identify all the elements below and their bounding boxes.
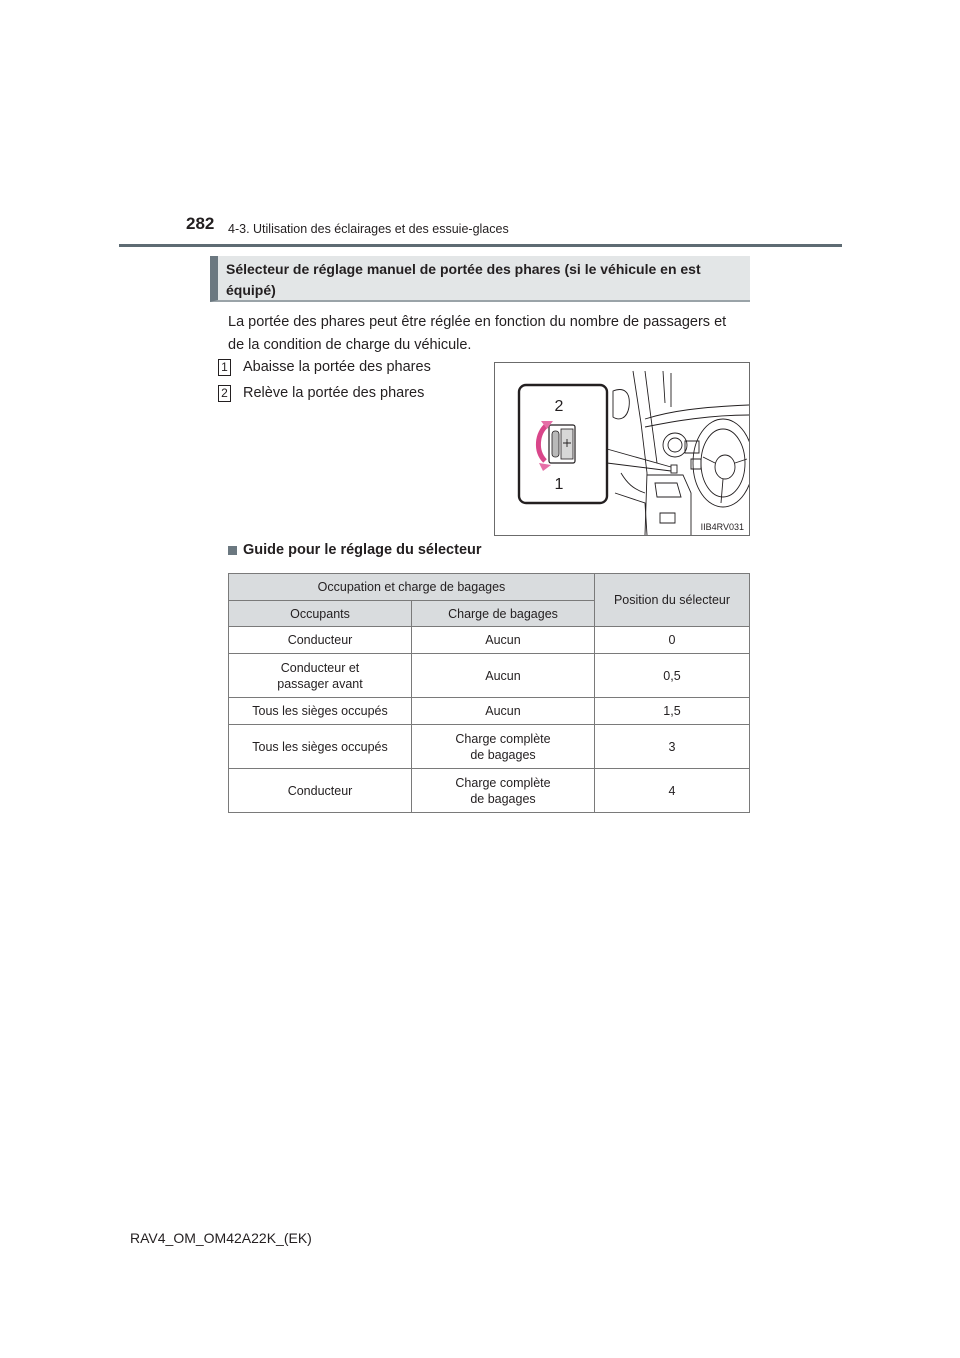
figure-code: IIB4RV031 (700, 522, 744, 532)
cell-charge: Aucun (412, 654, 595, 698)
callout-1: 1 (554, 476, 564, 493)
intro-line: La portée des phares peut être réglée en fonction du nombre de passagers et (228, 314, 727, 330)
section-heading: Sélecteur de réglage manuel de portée des phares (si le véhicule en est équipé) (210, 256, 750, 302)
step-item (218, 357, 431, 377)
square-bullet-icon (228, 546, 237, 555)
subheading (228, 542, 482, 558)
table-row (229, 627, 750, 654)
cell-occupants: Tous les sièges occupés (229, 698, 412, 725)
cell-position: 0 (595, 627, 750, 654)
cell-position: 0,5 (595, 654, 750, 698)
header-divider (119, 244, 842, 247)
table-row (229, 725, 750, 769)
intro-line: de la condition de charge du véhicule. (228, 337, 472, 353)
cell-charge: Aucun (412, 698, 595, 725)
cell-position: 1,5 (595, 698, 750, 725)
dashboard-drawing (495, 363, 749, 535)
intro-paragraph (228, 311, 750, 357)
step-item (218, 383, 424, 403)
step-text: Relève la portée des phares (243, 385, 425, 401)
step-number: 1 (218, 359, 231, 376)
subheading-text: Guide pour le réglage du sélecteur (243, 542, 482, 558)
cell-occupants: Conducteur (229, 769, 412, 813)
header-occupation-charge: Occupation et charge de bagages (229, 574, 595, 601)
table-row (229, 698, 750, 725)
adjustment-guide-table (228, 573, 750, 813)
section-title: 4-3. Utilisation des éclairages et des essuie-glaces (228, 222, 509, 236)
cell-position: 4 (595, 769, 750, 813)
table-header-row (229, 574, 750, 601)
cell-occupants: Tous les sièges occupés (229, 725, 412, 769)
cell-charge: Aucun (412, 627, 595, 654)
step-text: Abaisse la portée des phares (243, 359, 431, 375)
cell-charge: Charge complète de bagages (412, 769, 595, 813)
cell-charge: Charge complète de bagages (412, 725, 595, 769)
cell-occupants: Conducteur et passager avant (229, 654, 412, 698)
header-charge: Charge de bagages (412, 601, 595, 627)
page-number: 282 (186, 214, 215, 233)
header-occupants: Occupants (229, 601, 412, 627)
cell-occupants: Conducteur (229, 627, 412, 654)
header-position: Position du sélecteur (595, 574, 750, 627)
callout-2: 2 (554, 398, 564, 415)
table-row (229, 769, 750, 813)
step-number: 2 (218, 385, 231, 402)
document-code-footer: RAV4_OM_OM42A22K_(EK) (130, 1230, 312, 1246)
headlight-leveling-illustration (494, 362, 750, 536)
table-row (229, 654, 750, 698)
cell-position: 3 (595, 725, 750, 769)
